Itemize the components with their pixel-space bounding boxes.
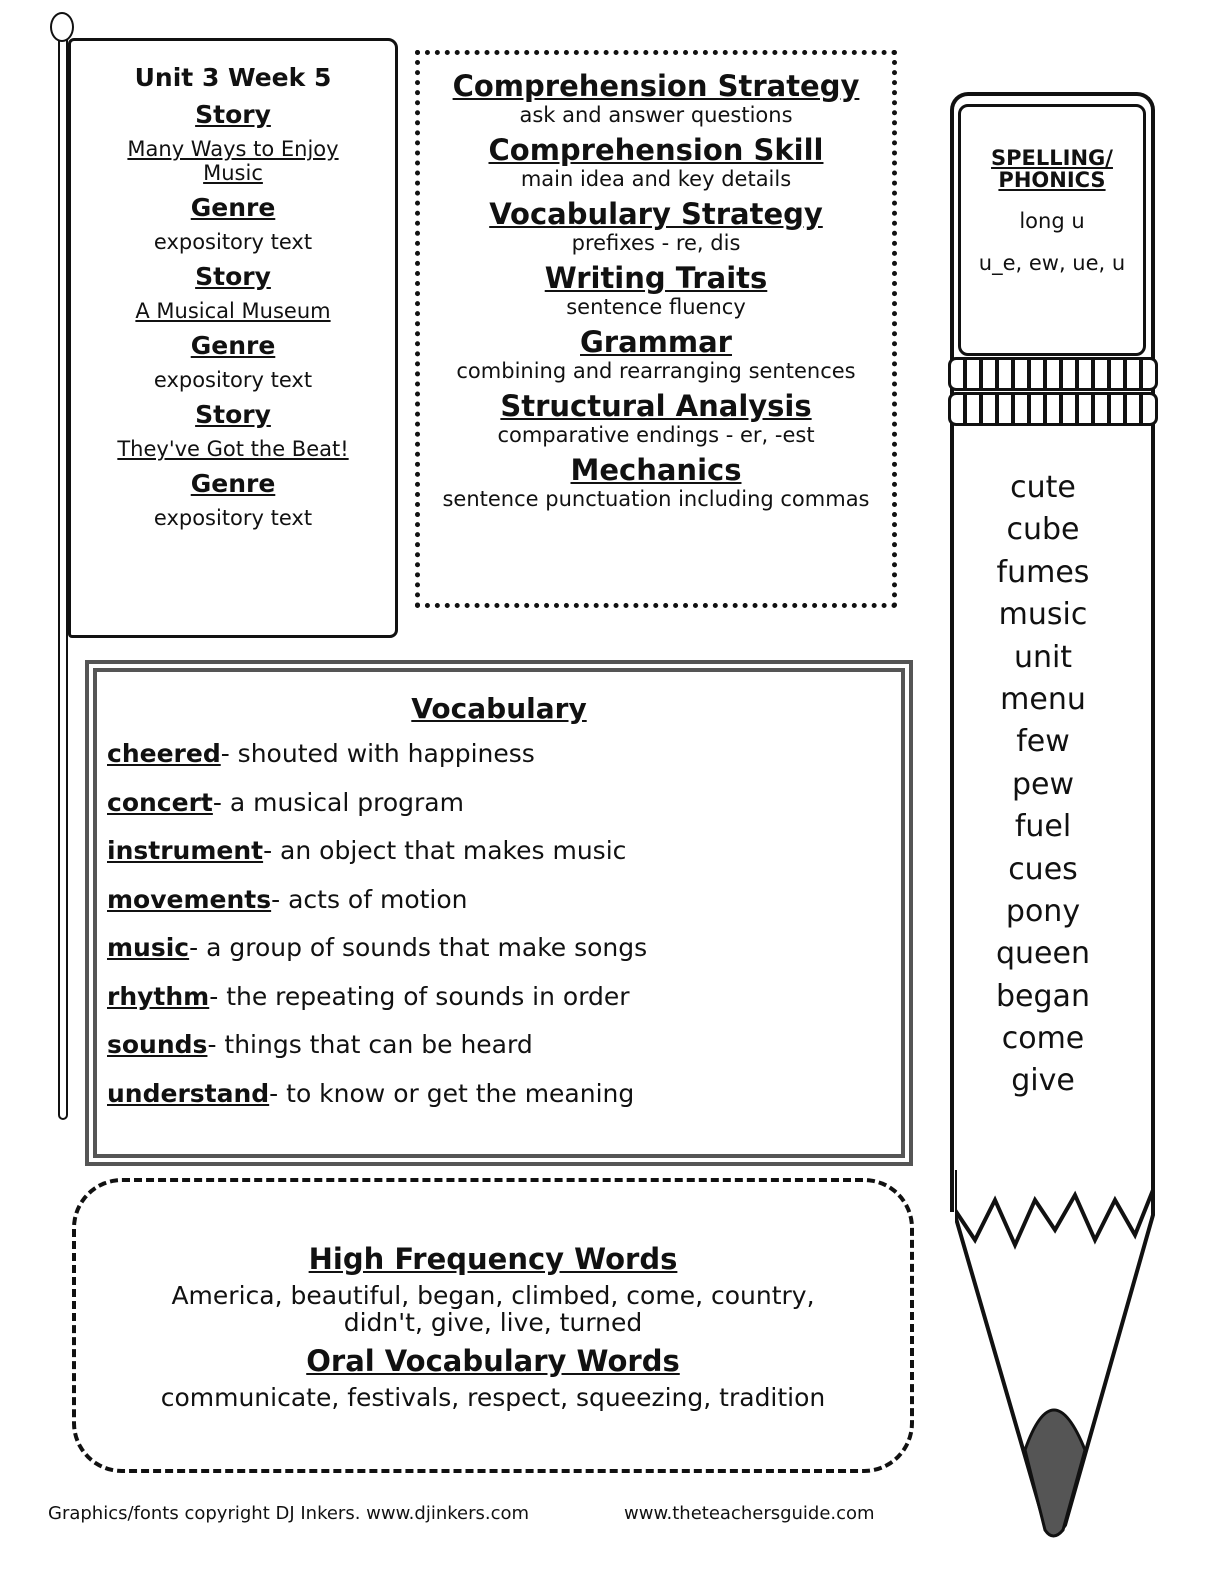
pencil-wood-edge — [955, 1190, 1153, 1245]
vocab-word: concert — [107, 787, 213, 817]
vocab-word: instrument — [107, 836, 264, 865]
vocab-word: sounds — [107, 1030, 208, 1059]
pencil-lead — [1025, 1410, 1085, 1536]
unit-week-title: Unit 3 Week 5 — [134, 63, 332, 92]
vocab-item — [107, 982, 891, 1031]
spelling-pattern: long u — [1019, 209, 1085, 233]
skill-label: Grammar — [580, 325, 732, 359]
skill-value: prefixes - re, dis — [571, 231, 741, 255]
flag-pole-knob — [50, 12, 74, 42]
vocab-word: movements — [107, 884, 272, 914]
spelling-word: fumes — [996, 554, 1090, 590]
spelling-eraser-box — [958, 104, 1146, 356]
skill-label: Mechanics — [570, 453, 742, 487]
skill-label: Comprehension Strategy — [452, 69, 860, 103]
genre: expository text — [153, 230, 313, 254]
vocab-def: - shouted with happiness — [220, 739, 535, 768]
high-frequency-title: High Frequency Words — [308, 1242, 678, 1276]
spelling-word: fuel — [1014, 809, 1072, 845]
spelling-word: cute — [1010, 470, 1076, 505]
skill-value: ask and answer questions — [519, 103, 793, 127]
spelling-word: queen — [996, 936, 1090, 972]
word-lists-box — [72, 1178, 914, 1473]
spelling-word: come — [1001, 1021, 1085, 1057]
footer-copyright: Graphics/fonts copyright DJ Inkers. www.djinkers.com — [48, 1503, 530, 1524]
vocab-item — [107, 836, 891, 885]
skill-label: Structural Analysis — [500, 389, 812, 423]
label: Story — [195, 400, 271, 429]
label: Story — [195, 100, 271, 129]
spelling-word-list — [958, 470, 1128, 1106]
pencil-ferrule — [948, 392, 1158, 426]
story-flag — [68, 38, 398, 638]
flag-pole — [58, 30, 68, 1120]
genre: expository text — [153, 368, 313, 392]
vocab-item — [107, 933, 891, 982]
vocab-item — [107, 788, 891, 837]
skill-value: comparative endings - er, -est — [497, 423, 815, 447]
spelling-word: few — [1016, 724, 1070, 760]
label: Genre — [190, 193, 276, 222]
skill-value: sentence punctuation including commas — [442, 487, 870, 511]
story-title: They've Got the Beat! — [117, 437, 349, 461]
oral-vocabulary-words: communicate, festivals, respect, squeezing, tradition — [160, 1383, 826, 1412]
spelling-word: give — [1011, 1063, 1075, 1099]
vocab-item — [107, 885, 891, 934]
spelling-word: pew — [1011, 766, 1075, 802]
vocab-item — [107, 1079, 891, 1128]
pencil-ferrule — [948, 357, 1158, 391]
label: Story — [195, 262, 271, 291]
skill-label: Vocabulary Strategy — [489, 197, 823, 231]
spelling-word: cues — [1008, 851, 1078, 887]
vocab-def: - things that can be heard — [207, 1030, 533, 1059]
vocab-def: - acts of motion — [271, 884, 468, 914]
skill-label: Writing Traits — [544, 261, 768, 295]
story-title: Many Ways to Enjoy Music — [127, 137, 339, 185]
vocab-word: cheered — [107, 739, 221, 768]
oral-vocabulary-title: Oral Vocabulary Words — [306, 1344, 680, 1378]
skill-value: sentence fluency — [566, 295, 746, 319]
vocab-def: - a musical program — [212, 787, 464, 817]
vocab-word: music — [107, 933, 190, 962]
spelling-word: unit — [1013, 639, 1073, 675]
vocab-def: - a group of sounds that make songs — [189, 933, 648, 962]
genre: expository text — [153, 506, 313, 530]
spelling-title: SPELLING/ PHONICS — [991, 146, 1113, 192]
spelling-word: menu — [1000, 681, 1086, 717]
skills-box — [415, 50, 897, 608]
vocabulary-box — [85, 660, 913, 1166]
pencil-tip — [955, 1170, 1160, 1550]
vocab-item — [107, 1030, 891, 1079]
label: Genre — [190, 469, 276, 498]
vocab-def: - an object that makes music — [263, 836, 627, 865]
spelling-word: music — [998, 597, 1088, 633]
vocab-def: - to know or get the meaning — [269, 1078, 635, 1108]
spelling-variants: u_e, ew, ue, u — [978, 251, 1126, 275]
vocab-word: rhythm — [107, 981, 210, 1011]
skill-label: Comprehension Skill — [488, 133, 824, 167]
label: Genre — [190, 331, 276, 360]
vocab-def: - the repeating of sounds in order — [209, 981, 630, 1011]
high-frequency-words: America, beautiful, began, climbed, come, country, didn't, give, live, turned — [171, 1281, 815, 1337]
skill-value: main idea and key details — [520, 167, 792, 191]
spelling-word: cube — [1006, 512, 1080, 548]
spelling-word: pony — [1005, 893, 1081, 929]
story-title: A Musical Museum — [135, 299, 331, 323]
skill-value: combining and rearranging sentences — [456, 359, 856, 383]
vocab-word: understand — [107, 1078, 270, 1108]
vocab-item — [107, 739, 891, 788]
footer-website: www.theteachersguide.com — [624, 1503, 875, 1524]
spelling-word: began — [996, 978, 1090, 1014]
vocabulary-title: Vocabulary — [411, 692, 587, 725]
